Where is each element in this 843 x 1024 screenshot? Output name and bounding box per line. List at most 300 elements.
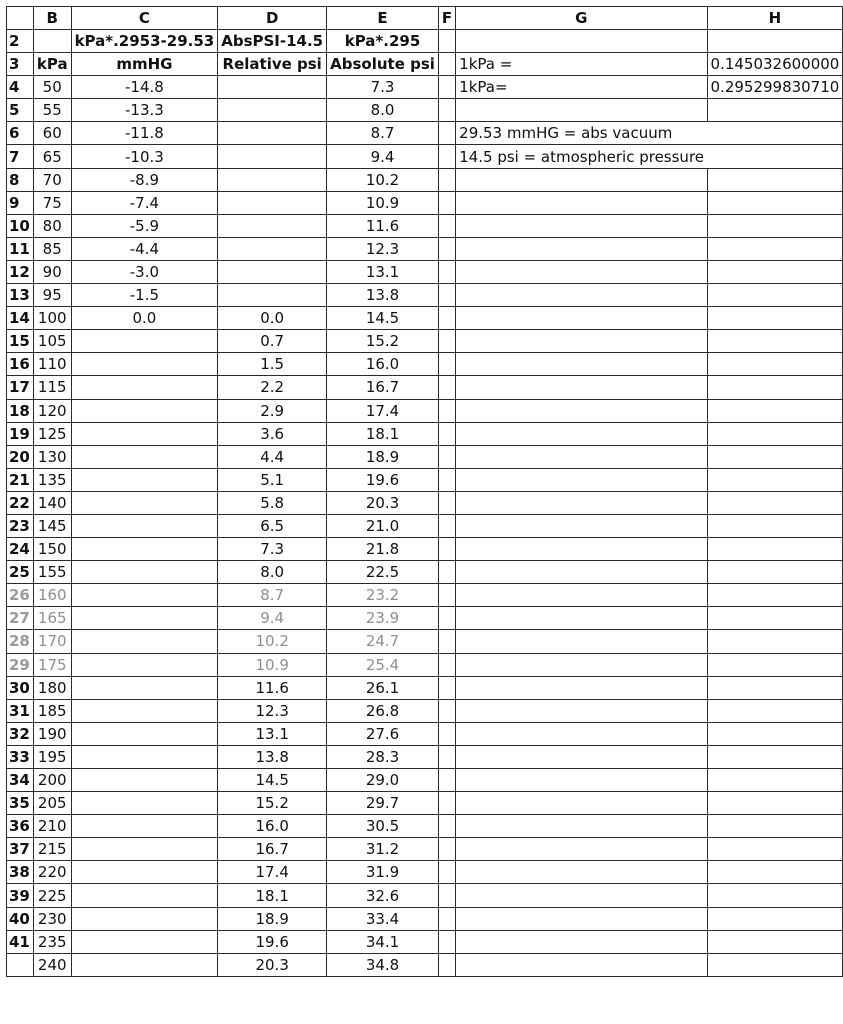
relative-psi-cell[interactable]: 12.3 (218, 699, 327, 722)
cell[interactable] (456, 30, 707, 53)
kpa-cell[interactable]: 140 (33, 491, 71, 514)
cell[interactable] (456, 676, 707, 699)
kpa-cell[interactable]: 80 (33, 214, 71, 237)
absolute-psi-cell[interactable]: 26.8 (327, 699, 439, 722)
kpa-cell[interactable]: 210 (33, 815, 71, 838)
cell[interactable] (456, 722, 707, 745)
cell[interactable] (438, 237, 455, 260)
cell[interactable] (438, 953, 455, 976)
cell[interactable] (707, 584, 843, 607)
cell[interactable] (456, 168, 707, 191)
cell[interactable] (707, 676, 843, 699)
kpa-cell[interactable]: 120 (33, 399, 71, 422)
cell[interactable] (438, 284, 455, 307)
relative-psi-cell[interactable]: 16.7 (218, 838, 327, 861)
cell[interactable] (707, 722, 843, 745)
mmhg-cell[interactable]: -5.9 (71, 214, 218, 237)
kpa-cell[interactable]: 125 (33, 422, 71, 445)
cell[interactable] (707, 561, 843, 584)
absolute-psi-cell[interactable]: 28.3 (327, 745, 439, 768)
mmhg-cell[interactable] (71, 930, 218, 953)
relative-psi-cell[interactable]: 10.2 (218, 630, 327, 653)
row-number[interactable] (7, 953, 34, 976)
cell[interactable] (456, 838, 707, 861)
relative-psi-cell[interactable] (218, 122, 327, 145)
cell[interactable] (456, 607, 707, 630)
cell[interactable] (456, 884, 707, 907)
cell[interactable] (438, 514, 455, 537)
cell[interactable] (707, 260, 843, 283)
kpa-cell[interactable]: 70 (33, 168, 71, 191)
cell[interactable] (456, 930, 707, 953)
cell[interactable] (438, 538, 455, 561)
row-number[interactable]: 40 (7, 907, 34, 930)
mmhg-cell[interactable] (71, 838, 218, 861)
cell[interactable] (707, 745, 843, 768)
kpa-cell[interactable]: 150 (33, 538, 71, 561)
relative-psi-cell[interactable]: 0.0 (218, 307, 327, 330)
mmhg-cell[interactable] (71, 514, 218, 537)
cell[interactable] (456, 538, 707, 561)
cell[interactable] (438, 353, 455, 376)
relative-psi-cell[interactable] (218, 214, 327, 237)
row-number[interactable]: 34 (7, 769, 34, 792)
cell[interactable] (707, 815, 843, 838)
kpa-cell[interactable]: 190 (33, 722, 71, 745)
cell[interactable] (456, 769, 707, 792)
cell[interactable] (707, 630, 843, 653)
cell[interactable] (438, 699, 455, 722)
mmhg-cell[interactable]: -3.0 (71, 260, 218, 283)
cell[interactable] (456, 376, 707, 399)
row-number[interactable]: 4 (7, 76, 34, 99)
kpa-cell[interactable]: 160 (33, 584, 71, 607)
mmhg-cell[interactable] (71, 445, 218, 468)
absolute-psi-cell[interactable]: 14.5 (327, 307, 439, 330)
relative-psi-cell[interactable]: 10.9 (218, 653, 327, 676)
mmhg-cell[interactable] (71, 353, 218, 376)
row-number[interactable]: 16 (7, 353, 34, 376)
absolute-psi-cell[interactable]: 29.0 (327, 769, 439, 792)
cell[interactable] (707, 607, 843, 630)
cell[interactable] (456, 284, 707, 307)
row-number[interactable]: 36 (7, 815, 34, 838)
column-header-e[interactable]: E (327, 7, 439, 30)
row-number[interactable]: 31 (7, 699, 34, 722)
row-number[interactable]: 15 (7, 330, 34, 353)
absolute-psi-cell[interactable]: 26.1 (327, 676, 439, 699)
cell[interactable] (456, 99, 707, 122)
row-number[interactable]: 32 (7, 722, 34, 745)
cell[interactable] (707, 330, 843, 353)
kpa-cell[interactable]: 205 (33, 792, 71, 815)
row-number[interactable]: 21 (7, 468, 34, 491)
relative-psi-cell[interactable] (218, 168, 327, 191)
relative-psi-cell[interactable] (218, 99, 327, 122)
row-number[interactable]: 33 (7, 745, 34, 768)
relative-psi-cell[interactable]: 13.8 (218, 745, 327, 768)
absolute-psi-cell[interactable]: 18.9 (327, 445, 439, 468)
mmhg-cell[interactable] (71, 953, 218, 976)
absolute-psi-cell[interactable]: 16.0 (327, 353, 439, 376)
kpa-cell[interactable]: 60 (33, 122, 71, 145)
relative-psi-cell[interactable]: 13.1 (218, 722, 327, 745)
mmhg-cell[interactable] (71, 907, 218, 930)
absolute-psi-cell[interactable]: 33.4 (327, 907, 439, 930)
row-number[interactable]: 38 (7, 861, 34, 884)
row-number[interactable]: 37 (7, 838, 34, 861)
relative-psi-cell[interactable]: 15.2 (218, 792, 327, 815)
cell[interactable] (707, 861, 843, 884)
cell[interactable] (707, 514, 843, 537)
mmhg-cell[interactable]: -10.3 (71, 145, 218, 168)
cell[interactable] (438, 907, 455, 930)
column-header-f[interactable]: F (438, 7, 455, 30)
cell[interactable] (438, 122, 455, 145)
cell[interactable] (707, 699, 843, 722)
cell[interactable] (438, 607, 455, 630)
kpa-cell[interactable]: 65 (33, 145, 71, 168)
kpa-cell[interactable]: 225 (33, 884, 71, 907)
mmhg-cell[interactable] (71, 653, 218, 676)
kpa-cell[interactable]: 75 (33, 191, 71, 214)
cell[interactable] (438, 630, 455, 653)
mmhg-header-cell[interactable]: mmHG (71, 53, 218, 76)
cell[interactable] (456, 584, 707, 607)
cell[interactable] (438, 376, 455, 399)
cell[interactable] (438, 399, 455, 422)
row-number[interactable]: 2 (7, 30, 34, 53)
kpa-cell[interactable]: 215 (33, 838, 71, 861)
absolute-psi-cell[interactable]: 8.0 (327, 99, 439, 122)
kpa-cell[interactable]: 175 (33, 653, 71, 676)
absolute-psi-cell[interactable]: 8.7 (327, 122, 439, 145)
cell[interactable] (707, 491, 843, 514)
relative-psi-cell[interactable]: 16.0 (218, 815, 327, 838)
cell[interactable] (438, 76, 455, 99)
mmhg-cell[interactable] (71, 422, 218, 445)
absolute-psi-cell[interactable]: 7.3 (327, 76, 439, 99)
cell[interactable] (707, 422, 843, 445)
conversion-value-cell[interactable]: 0.145032600000 (707, 53, 843, 76)
relative-psi-cell[interactable] (218, 145, 327, 168)
cell[interactable] (456, 468, 707, 491)
cell[interactable] (456, 861, 707, 884)
relative-psi-cell[interactable]: 8.0 (218, 561, 327, 584)
row-number[interactable]: 18 (7, 399, 34, 422)
absolute-psi-cell[interactable]: 16.7 (327, 376, 439, 399)
mmhg-cell[interactable] (71, 676, 218, 699)
row-number[interactable]: 5 (7, 99, 34, 122)
row-number[interactable]: 28 (7, 630, 34, 653)
row-number[interactable]: 12 (7, 260, 34, 283)
mmhg-cell[interactable] (71, 861, 218, 884)
cell[interactable] (438, 168, 455, 191)
row-number[interactable]: 25 (7, 561, 34, 584)
note-cell-atmospheric[interactable]: 14.5 psi = atmospheric pressure (456, 145, 707, 168)
absolute-psi-header-cell[interactable]: Absolute psi (327, 53, 439, 76)
row-number[interactable]: 35 (7, 792, 34, 815)
relative-psi-cell[interactable]: 8.7 (218, 584, 327, 607)
cell[interactable] (438, 191, 455, 214)
mmhg-cell[interactable] (71, 769, 218, 792)
column-header-h[interactable]: H (707, 7, 843, 30)
relative-psi-cell[interactable]: 2.2 (218, 376, 327, 399)
cell[interactable] (438, 930, 455, 953)
kpa-cell[interactable]: 170 (33, 630, 71, 653)
kpa-cell[interactable]: 50 (33, 76, 71, 99)
cell[interactable] (438, 99, 455, 122)
absolute-psi-cell[interactable]: 9.4 (327, 145, 439, 168)
cell[interactable] (438, 838, 455, 861)
row-number[interactable]: 8 (7, 168, 34, 191)
row-number[interactable]: 14 (7, 307, 34, 330)
absolute-psi-cell[interactable]: 22.5 (327, 561, 439, 584)
mmhg-cell[interactable]: -8.9 (71, 168, 218, 191)
relative-psi-cell[interactable]: 5.1 (218, 468, 327, 491)
mmhg-cell[interactable] (71, 815, 218, 838)
row-number[interactable]: 29 (7, 653, 34, 676)
absolute-psi-cell[interactable]: 13.8 (327, 284, 439, 307)
cell[interactable] (438, 260, 455, 283)
conversion-value-cell[interactable]: 0.295299830710 (707, 76, 843, 99)
kpa-cell[interactable]: 180 (33, 676, 71, 699)
cell[interactable] (707, 884, 843, 907)
absolute-psi-cell[interactable]: 23.2 (327, 584, 439, 607)
row-number[interactable]: 23 (7, 514, 34, 537)
mmhg-cell[interactable] (71, 699, 218, 722)
kpa-cell[interactable]: 195 (33, 745, 71, 768)
kpa-cell[interactable]: 135 (33, 468, 71, 491)
cell[interactable] (707, 399, 843, 422)
formula-relative-psi-cell[interactable]: AbsPSI-14.5 (218, 30, 327, 53)
cell[interactable] (707, 353, 843, 376)
conversion-label-cell[interactable]: 1kPa = (456, 53, 707, 76)
relative-psi-cell[interactable]: 20.3 (218, 953, 327, 976)
absolute-psi-cell[interactable]: 15.2 (327, 330, 439, 353)
relative-psi-cell[interactable]: 7.3 (218, 538, 327, 561)
row-number[interactable]: 11 (7, 237, 34, 260)
absolute-psi-cell[interactable]: 20.3 (327, 491, 439, 514)
absolute-psi-cell[interactable]: 29.7 (327, 792, 439, 815)
relative-psi-cell[interactable]: 1.5 (218, 353, 327, 376)
column-header-d[interactable]: D (218, 7, 327, 30)
absolute-psi-cell[interactable]: 19.6 (327, 468, 439, 491)
note-cell-vacuum[interactable]: 29.53 mmHG = abs vacuum (456, 122, 707, 145)
row-number[interactable]: 22 (7, 491, 34, 514)
column-header-g[interactable]: G (456, 7, 707, 30)
column-header-b[interactable]: B (33, 7, 71, 30)
cell[interactable] (456, 815, 707, 838)
kpa-cell[interactable]: 165 (33, 607, 71, 630)
cell[interactable] (707, 792, 843, 815)
kpa-cell[interactable]: 55 (33, 99, 71, 122)
cell[interactable] (456, 561, 707, 584)
kpa-header-cell[interactable]: kPa (33, 53, 71, 76)
kpa-cell[interactable]: 130 (33, 445, 71, 468)
cell[interactable] (456, 630, 707, 653)
row-number[interactable]: 39 (7, 884, 34, 907)
absolute-psi-cell[interactable]: 21.0 (327, 514, 439, 537)
cell[interactable] (456, 445, 707, 468)
absolute-psi-cell[interactable]: 18.1 (327, 422, 439, 445)
cell[interactable] (456, 214, 707, 237)
cell[interactable] (456, 907, 707, 930)
cell[interactable] (456, 514, 707, 537)
cell[interactable] (33, 30, 71, 53)
row-number[interactable]: 10 (7, 214, 34, 237)
cell[interactable] (456, 191, 707, 214)
mmhg-cell[interactable] (71, 538, 218, 561)
cell[interactable] (438, 53, 455, 76)
mmhg-cell[interactable] (71, 491, 218, 514)
cell[interactable] (707, 445, 843, 468)
cell[interactable] (438, 722, 455, 745)
cell[interactable] (707, 122, 843, 145)
absolute-psi-cell[interactable]: 10.9 (327, 191, 439, 214)
row-number[interactable]: 41 (7, 930, 34, 953)
relative-psi-cell[interactable]: 9.4 (218, 607, 327, 630)
row-number[interactable]: 17 (7, 376, 34, 399)
cell[interactable] (456, 491, 707, 514)
cell[interactable] (438, 445, 455, 468)
cell[interactable] (438, 30, 455, 53)
relative-psi-cell[interactable]: 11.6 (218, 676, 327, 699)
cell[interactable] (456, 260, 707, 283)
cell[interactable] (707, 237, 843, 260)
absolute-psi-cell[interactable]: 12.3 (327, 237, 439, 260)
kpa-cell[interactable]: 145 (33, 514, 71, 537)
relative-psi-cell[interactable] (218, 191, 327, 214)
cell[interactable] (438, 468, 455, 491)
kpa-cell[interactable]: 115 (33, 376, 71, 399)
absolute-psi-cell[interactable]: 11.6 (327, 214, 439, 237)
mmhg-cell[interactable] (71, 561, 218, 584)
absolute-psi-cell[interactable]: 24.7 (327, 630, 439, 653)
relative-psi-header-cell[interactable]: Relative psi (218, 53, 327, 76)
row-number[interactable]: 9 (7, 191, 34, 214)
absolute-psi-cell[interactable]: 34.1 (327, 930, 439, 953)
mmhg-cell[interactable] (71, 792, 218, 815)
relative-psi-cell[interactable]: 18.9 (218, 907, 327, 930)
relative-psi-cell[interactable]: 14.5 (218, 769, 327, 792)
mmhg-cell[interactable] (71, 468, 218, 491)
cell[interactable] (438, 584, 455, 607)
relative-psi-cell[interactable] (218, 76, 327, 99)
formula-mmhg-cell[interactable]: kPa*.2953-29.53 (71, 30, 218, 53)
cell[interactable] (456, 353, 707, 376)
cell[interactable] (707, 838, 843, 861)
row-number[interactable]: 30 (7, 676, 34, 699)
absolute-psi-cell[interactable]: 21.8 (327, 538, 439, 561)
mmhg-cell[interactable] (71, 607, 218, 630)
cell[interactable] (438, 815, 455, 838)
cell[interactable] (438, 330, 455, 353)
relative-psi-cell[interactable]: 4.4 (218, 445, 327, 468)
mmhg-cell[interactable] (71, 399, 218, 422)
mmhg-cell[interactable] (71, 884, 218, 907)
mmhg-cell[interactable] (71, 630, 218, 653)
kpa-cell[interactable]: 95 (33, 284, 71, 307)
cell[interactable] (456, 330, 707, 353)
cell[interactable] (707, 30, 843, 53)
cell[interactable] (438, 561, 455, 584)
cell[interactable] (456, 953, 707, 976)
row-number[interactable]: 27 (7, 607, 34, 630)
cell[interactable] (456, 653, 707, 676)
cell[interactable] (707, 168, 843, 191)
mmhg-cell[interactable] (71, 722, 218, 745)
kpa-cell[interactable]: 185 (33, 699, 71, 722)
cell[interactable] (707, 653, 843, 676)
relative-psi-cell[interactable] (218, 284, 327, 307)
corner-cell[interactable] (7, 7, 34, 30)
mmhg-cell[interactable]: -7.4 (71, 191, 218, 214)
cell[interactable] (438, 491, 455, 514)
row-number[interactable]: 20 (7, 445, 34, 468)
formula-absolute-psi-cell[interactable]: kPa*.295 (327, 30, 439, 53)
absolute-psi-cell[interactable]: 31.2 (327, 838, 439, 861)
cell[interactable] (707, 376, 843, 399)
cell[interactable] (707, 145, 843, 168)
absolute-psi-cell[interactable]: 32.6 (327, 884, 439, 907)
relative-psi-cell[interactable]: 2.9 (218, 399, 327, 422)
cell[interactable] (707, 538, 843, 561)
cell[interactable] (707, 284, 843, 307)
mmhg-cell[interactable] (71, 376, 218, 399)
relative-psi-cell[interactable]: 18.1 (218, 884, 327, 907)
cell[interactable] (707, 307, 843, 330)
cell[interactable] (707, 99, 843, 122)
row-number[interactable]: 26 (7, 584, 34, 607)
cell[interactable] (456, 745, 707, 768)
mmhg-cell[interactable]: -13.3 (71, 99, 218, 122)
cell[interactable] (456, 699, 707, 722)
absolute-psi-cell[interactable]: 31.9 (327, 861, 439, 884)
absolute-psi-cell[interactable]: 23.9 (327, 607, 439, 630)
cell[interactable] (456, 399, 707, 422)
relative-psi-cell[interactable]: 17.4 (218, 861, 327, 884)
relative-psi-cell[interactable] (218, 237, 327, 260)
cell[interactable] (707, 930, 843, 953)
relative-psi-cell[interactable]: 6.5 (218, 514, 327, 537)
mmhg-cell[interactable] (71, 745, 218, 768)
row-number[interactable]: 7 (7, 145, 34, 168)
cell[interactable] (707, 769, 843, 792)
row-number[interactable]: 3 (7, 53, 34, 76)
cell[interactable] (438, 769, 455, 792)
conversion-label-cell[interactable]: 1kPa= (456, 76, 707, 99)
cell[interactable] (707, 907, 843, 930)
relative-psi-cell[interactable]: 3.6 (218, 422, 327, 445)
relative-psi-cell[interactable]: 19.6 (218, 930, 327, 953)
cell[interactable] (456, 237, 707, 260)
absolute-psi-cell[interactable]: 13.1 (327, 260, 439, 283)
kpa-cell[interactable]: 240 (33, 953, 71, 976)
cell[interactable] (438, 676, 455, 699)
mmhg-cell[interactable]: 0.0 (71, 307, 218, 330)
cell[interactable] (707, 953, 843, 976)
cell[interactable] (707, 191, 843, 214)
cell[interactable] (707, 214, 843, 237)
row-number[interactable]: 6 (7, 122, 34, 145)
mmhg-cell[interactable]: -1.5 (71, 284, 218, 307)
cell[interactable] (456, 307, 707, 330)
mmhg-cell[interactable]: -14.8 (71, 76, 218, 99)
cell[interactable] (438, 653, 455, 676)
relative-psi-cell[interactable]: 5.8 (218, 491, 327, 514)
kpa-cell[interactable]: 200 (33, 769, 71, 792)
